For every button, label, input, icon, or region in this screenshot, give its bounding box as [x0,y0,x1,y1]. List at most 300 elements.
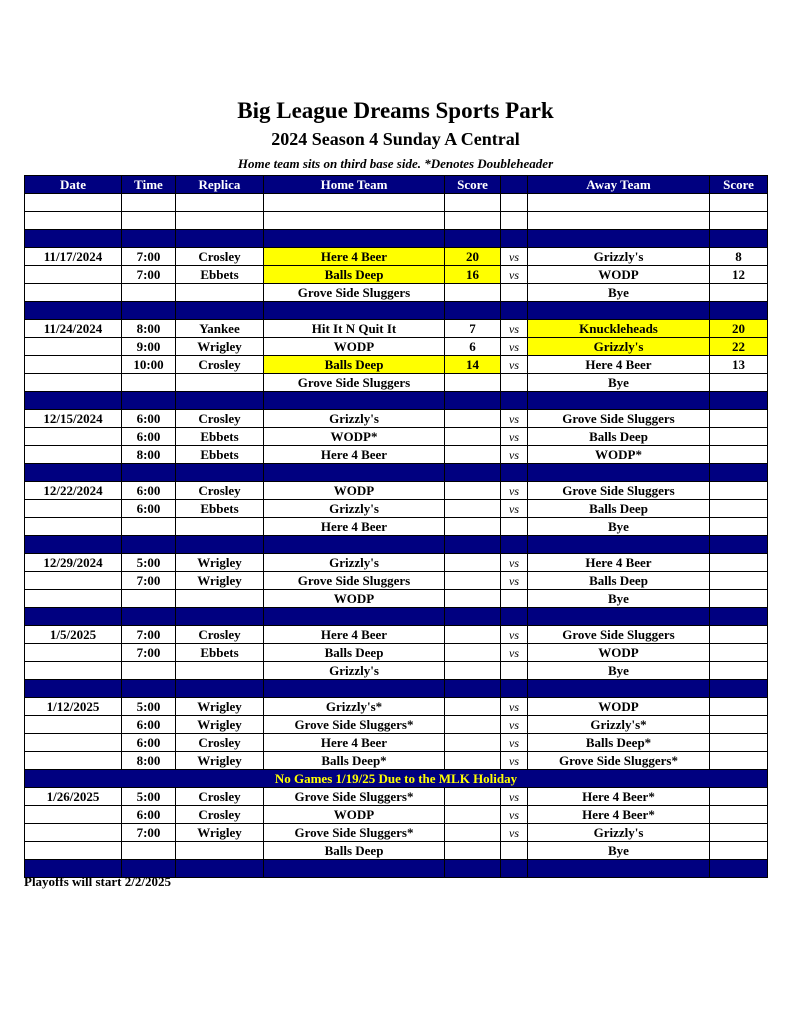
separator-cell [264,536,445,554]
home-team-cell: Balls Deep [264,644,445,662]
date-cell: 12/15/2024 [25,410,122,428]
table-header-row [25,176,768,194]
separator-cell [25,608,122,626]
home-score-cell: 16 [445,266,501,284]
away-score-cell [710,716,768,734]
separator-cell [445,608,501,626]
home-team-cell: Here 4 Beer [264,734,445,752]
date-cell [25,824,122,842]
time-cell: 5:00 [122,788,176,806]
time-cell [122,518,176,536]
home-team-cell: Here 4 Beer [264,446,445,464]
time-cell: 8:00 [122,320,176,338]
playoffs-note: Playoffs will start 2/2/2025 [24,874,171,889]
time-cell: 7:00 [122,572,176,590]
game-row [25,698,768,716]
away-team-cell: WODP [528,698,710,716]
empty-cell [176,212,264,230]
vs-cell: vs [501,446,528,464]
vs-cell: vs [501,824,528,842]
away-team-cell: Grizzly's* [528,716,710,734]
game-row [25,572,768,590]
separator-cell [264,860,445,878]
schedule-table [24,175,768,878]
replica-cell [176,518,264,536]
separator-cell [176,392,264,410]
schedule-note: Home team sits on third base side. *Denotes Doubleheader [237,156,554,171]
separator-cell [176,860,264,878]
home-team-cell: WODP [264,590,445,608]
away-score-cell [710,626,768,644]
away-team-cell: Here 4 Beer* [528,788,710,806]
home-team-cell: WODP [264,338,445,356]
home-score-cell [445,572,501,590]
separator-cell [501,680,528,698]
time-cell: 5:00 [122,554,176,572]
separator-cell [25,302,122,320]
vs-cell: vs [501,626,528,644]
vs-cell: vs [501,248,528,266]
away-team-cell: Grizzly's [528,248,710,266]
empty-cell [264,194,445,212]
separator-cell [264,302,445,320]
time-cell: 8:00 [122,752,176,770]
replica-cell: Wrigley [176,824,264,842]
away-score-cell [710,698,768,716]
away-team-cell: Grove Side Sluggers [528,482,710,500]
separator-cell [25,392,122,410]
date-cell [25,338,122,356]
game-row [25,500,768,518]
separator-cell [528,680,710,698]
replica-cell: Ebbets [176,446,264,464]
empty-cell [25,194,122,212]
separator-cell [445,860,501,878]
date-cell: 12/22/2024 [25,482,122,500]
home-score-cell [445,806,501,824]
separator-cell [176,608,264,626]
home-team-cell: Hit It N Quit It [264,320,445,338]
home-score-cell [445,698,501,716]
home-score-cell [445,284,501,302]
away-team-cell: Here 4 Beer [528,356,710,374]
empty-cell [122,212,176,230]
separator-cell [528,860,710,878]
date-cell: 11/17/2024 [25,248,122,266]
separator-cell [264,608,445,626]
separator-cell [528,464,710,482]
home-team-cell: WODP* [264,428,445,446]
separator-cell [501,302,528,320]
empty-cell [445,194,501,212]
date-cell: 1/12/2025 [25,698,122,716]
date-cell: 1/5/2025 [25,626,122,644]
away-team-cell: Grove Side Sluggers [528,626,710,644]
separator-cell [25,464,122,482]
replica-cell: Wrigley [176,572,264,590]
home-score-cell [445,374,501,392]
time-cell: 10:00 [122,356,176,374]
replica-cell: Wrigley [176,698,264,716]
away-score-cell [710,806,768,824]
game-row [25,716,768,734]
home-score-cell [445,644,501,662]
away-score-cell [710,734,768,752]
home-score-cell [445,446,501,464]
replica-cell: Wrigley [176,752,264,770]
away-team-cell: Knuckleheads [528,320,710,338]
away-score-cell [710,590,768,608]
header-replica: Replica [176,176,264,194]
home-score-cell: 20 [445,248,501,266]
home-team-cell: Balls Deep [264,356,445,374]
home-team-cell: Balls Deep [264,266,445,284]
date-cell [25,734,122,752]
date-cell [25,500,122,518]
away-team-cell: Here 4 Beer* [528,806,710,824]
header-away-score: Score [710,176,768,194]
home-team-cell: Grizzly's* [264,698,445,716]
time-cell: 6:00 [122,716,176,734]
home-team-cell: Grizzly's [264,554,445,572]
separator-cell [122,464,176,482]
time-cell [122,662,176,680]
home-score-cell [445,752,501,770]
separator-cell [710,680,768,698]
replica-cell: Crosley [176,788,264,806]
separator-cell [710,302,768,320]
header-date: Date [25,176,122,194]
vs-cell: vs [501,356,528,374]
header-vs [501,176,528,194]
away-score-cell [710,518,768,536]
replica-cell [176,374,264,392]
separator-cell [445,230,501,248]
separator-cell [528,608,710,626]
game-row [25,428,768,446]
game-row [25,824,768,842]
replica-cell [176,284,264,302]
vs-cell: vs [501,752,528,770]
game-row [25,446,768,464]
away-team-cell: WODP [528,266,710,284]
vs-cell: vs [501,338,528,356]
separator-cell [122,392,176,410]
separator-cell [122,230,176,248]
empty-cell [501,194,528,212]
replica-cell: Ebbets [176,266,264,284]
vs-cell: vs [501,428,528,446]
replica-cell: Wrigley [176,716,264,734]
time-cell: 7:00 [122,824,176,842]
vs-cell [501,284,528,302]
home-team-cell: Grizzly's [264,662,445,680]
replica-cell: Ebbets [176,500,264,518]
away-team-cell: Grizzly's [528,824,710,842]
date-cell [25,446,122,464]
separator-cell [445,392,501,410]
home-team-cell: Balls Deep* [264,752,445,770]
vs-cell: vs [501,716,528,734]
separator-cell [25,536,122,554]
home-score-cell [445,410,501,428]
separator-cell [528,536,710,554]
separator-cell [122,536,176,554]
time-cell: 5:00 [122,698,176,716]
vs-cell [501,842,528,860]
date-cell: 11/24/2024 [25,320,122,338]
date-cell: 1/26/2025 [25,788,122,806]
page-title: Big League Dreams Sports Park [237,98,554,123]
time-cell: 6:00 [122,500,176,518]
separator-cell [501,230,528,248]
away-team-cell: Bye [528,662,710,680]
holiday-note: No Games 1/19/25 Due to the MLK Holiday [25,770,768,788]
vs-cell: vs [501,572,528,590]
separator-cell [264,392,445,410]
date-cell [25,374,122,392]
away-score-cell [710,644,768,662]
empty-cell [25,212,122,230]
home-score-cell [445,734,501,752]
vs-cell [501,590,528,608]
separator-row [25,608,768,626]
bye-row [25,842,768,860]
away-score-cell: 12 [710,266,768,284]
time-cell [122,374,176,392]
replica-cell: Crosley [176,806,264,824]
separator-cell [528,230,710,248]
separator-row [25,464,768,482]
game-row [25,248,768,266]
bye-row [25,590,768,608]
vs-cell: vs [501,644,528,662]
replica-cell: Yankee [176,320,264,338]
replica-cell [176,842,264,860]
separator-cell [264,464,445,482]
separator-cell [710,536,768,554]
time-cell: 9:00 [122,338,176,356]
separator-row [25,392,768,410]
replica-cell: Crosley [176,356,264,374]
date-cell [25,518,122,536]
away-team-cell: WODP [528,644,710,662]
home-score-cell [445,518,501,536]
replica-cell: Crosley [176,482,264,500]
vs-cell: vs [501,554,528,572]
away-team-cell: Bye [528,518,710,536]
separator-cell [176,464,264,482]
separator-row [25,680,768,698]
header-home-score: Score [445,176,501,194]
game-row [25,266,768,284]
home-score-cell [445,482,501,500]
time-cell: 6:00 [122,428,176,446]
date-cell: 12/29/2024 [25,554,122,572]
time-cell [122,590,176,608]
empty-cell [528,212,710,230]
date-cell [25,428,122,446]
away-team-cell: Bye [528,284,710,302]
home-score-cell [445,626,501,644]
date-cell [25,590,122,608]
separator-cell [25,680,122,698]
date-cell [25,572,122,590]
separator-cell [445,680,501,698]
vs-cell: vs [501,734,528,752]
away-team-cell: WODP* [528,446,710,464]
away-score-cell: 22 [710,338,768,356]
away-team-cell: Bye [528,842,710,860]
holiday-note-row [25,770,768,788]
away-team-cell: Balls Deep* [528,734,710,752]
home-team-cell: Grove Side Sluggers [264,284,445,302]
date-cell [25,284,122,302]
away-team-cell: Grizzly's [528,338,710,356]
away-score-cell [710,482,768,500]
separator-cell [445,536,501,554]
away-team-cell: Balls Deep [528,572,710,590]
separator-cell [176,536,264,554]
away-score-cell [710,788,768,806]
replica-cell: Crosley [176,248,264,266]
date-cell [25,356,122,374]
time-cell: 7:00 [122,626,176,644]
vs-cell: vs [501,410,528,428]
empty-cell [710,194,768,212]
replica-cell: Crosley [176,410,264,428]
away-score-cell [710,662,768,680]
game-row [25,338,768,356]
away-team-cell: Balls Deep [528,500,710,518]
home-team-cell: Here 4 Beer [264,248,445,266]
home-score-cell [445,590,501,608]
date-cell [25,842,122,860]
home-score-cell [445,662,501,680]
separator-cell [264,680,445,698]
date-cell [25,662,122,680]
separator-cell [501,464,528,482]
date-cell [25,266,122,284]
time-cell: 6:00 [122,410,176,428]
separator-cell [501,608,528,626]
game-row [25,734,768,752]
away-team-cell: Grove Side Sluggers* [528,752,710,770]
game-row [25,320,768,338]
vs-cell: vs [501,320,528,338]
replica-cell: Wrigley [176,338,264,356]
home-score-cell [445,788,501,806]
bye-row [25,662,768,680]
home-score-cell [445,824,501,842]
game-row [25,482,768,500]
away-score-cell: 8 [710,248,768,266]
home-team-cell: WODP [264,482,445,500]
time-cell: 6:00 [122,482,176,500]
home-team-cell: Grove Side Sluggers* [264,824,445,842]
separator-row [25,302,768,320]
separator-cell [710,392,768,410]
separator-cell [710,230,768,248]
home-score-cell [445,842,501,860]
away-score-cell [710,842,768,860]
empty-row [25,194,768,212]
home-score-cell [445,428,501,446]
home-score-cell [445,716,501,734]
away-score-cell [710,446,768,464]
empty-cell [501,212,528,230]
home-score-cell [445,500,501,518]
game-row [25,626,768,644]
page-subtitle: 2024 Season 4 Sunday A Central [271,129,520,149]
separator-cell [528,392,710,410]
separator-cell [501,536,528,554]
date-cell [25,716,122,734]
away-team-cell: Here 4 Beer [528,554,710,572]
away-team-cell: Grove Side Sluggers [528,410,710,428]
empty-cell [264,212,445,230]
away-score-cell [710,572,768,590]
home-team-cell: Grove Side Sluggers* [264,788,445,806]
game-row [25,554,768,572]
home-team-cell: Grove Side Sluggers* [264,716,445,734]
separator-cell [710,464,768,482]
separator-cell [501,860,528,878]
away-score-cell [710,752,768,770]
separator-cell [25,230,122,248]
home-team-cell: Grove Side Sluggers [264,374,445,392]
vs-cell [501,662,528,680]
replica-cell: Crosley [176,626,264,644]
time-cell: 7:00 [122,266,176,284]
time-cell: 6:00 [122,806,176,824]
vs-cell: vs [501,788,528,806]
separator-cell [710,608,768,626]
separator-cell [122,608,176,626]
away-score-cell [710,428,768,446]
empty-cell [176,194,264,212]
schedule-body [25,194,768,878]
away-team-cell: Bye [528,590,710,608]
home-team-cell: Here 4 Beer [264,626,445,644]
time-cell: 8:00 [122,446,176,464]
home-team-cell: Grizzly's [264,500,445,518]
time-cell: 7:00 [122,644,176,662]
replica-cell: Wrigley [176,554,264,572]
away-score-cell [710,410,768,428]
away-score-cell [710,500,768,518]
header-away-team: Away Team [528,176,710,194]
home-team-cell: Here 4 Beer [264,518,445,536]
date-cell [25,644,122,662]
home-score-cell: 14 [445,356,501,374]
home-score-cell: 6 [445,338,501,356]
date-cell [25,806,122,824]
replica-cell: Crosley [176,734,264,752]
time-cell: 6:00 [122,734,176,752]
home-score-cell: 7 [445,320,501,338]
home-team-cell: Balls Deep [264,842,445,860]
away-team-cell: Balls Deep [528,428,710,446]
date-cell [25,752,122,770]
header-time: Time [122,176,176,194]
home-team-cell: WODP [264,806,445,824]
home-team-cell: Grove Side Sluggers [264,572,445,590]
bye-row [25,518,768,536]
empty-cell [445,212,501,230]
game-row [25,806,768,824]
separator-cell [176,302,264,320]
